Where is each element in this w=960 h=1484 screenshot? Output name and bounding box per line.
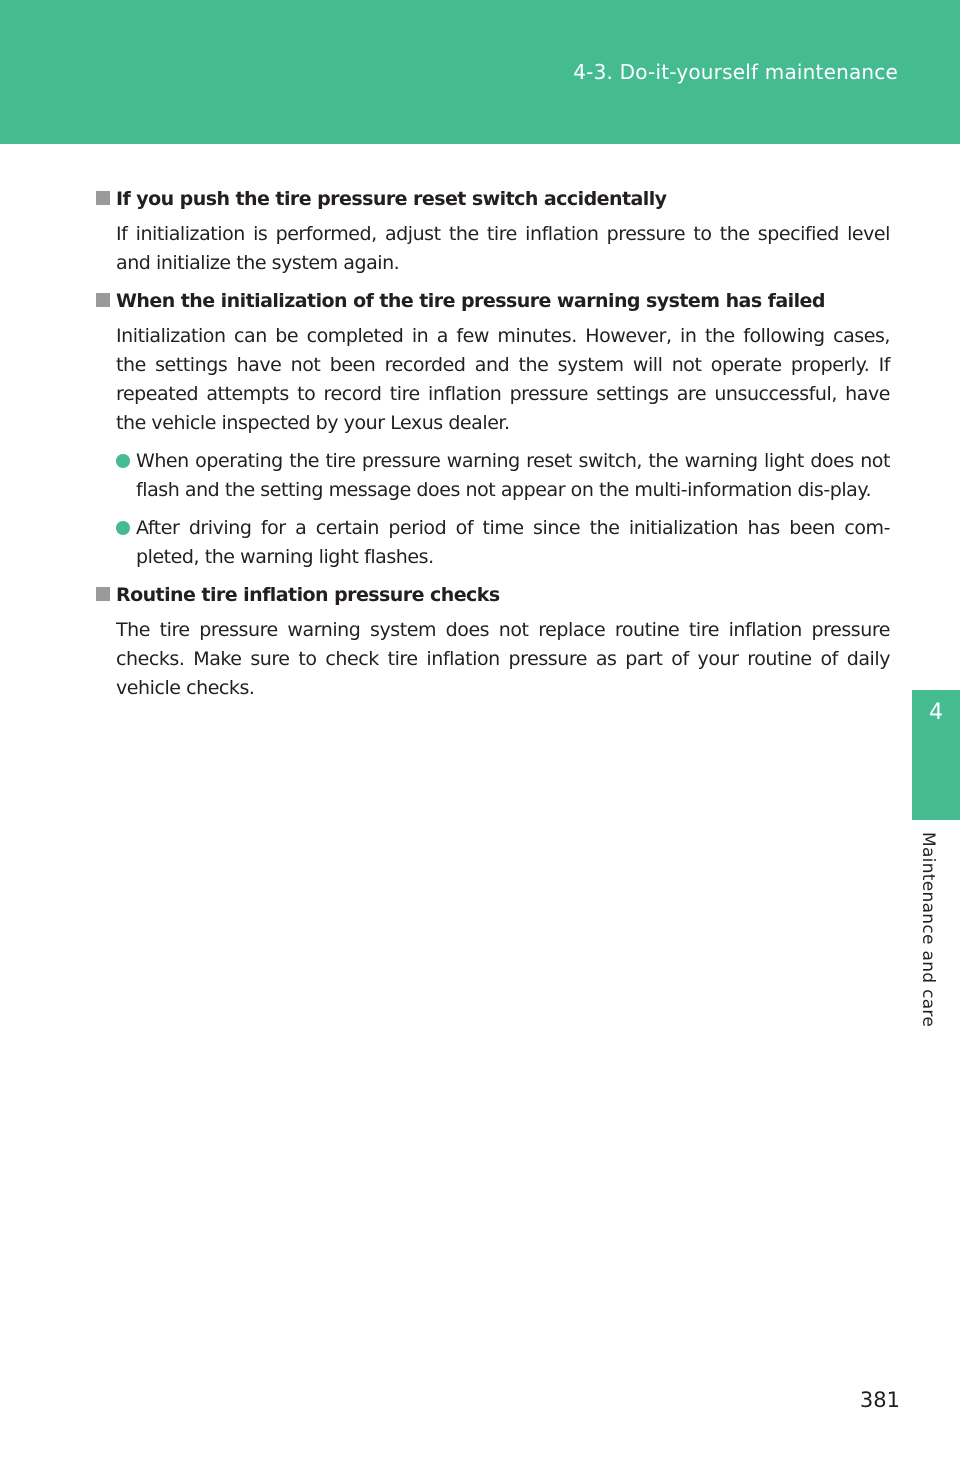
square-bullet-icon bbox=[96, 191, 110, 205]
list-item bbox=[116, 447, 890, 505]
page-number: 381 bbox=[859, 1388, 900, 1412]
list-item-text: After driving for a certain period of time since the initialization has been com-pleted, the warning light flashes. bbox=[136, 517, 890, 568]
section-heading bbox=[96, 185, 890, 214]
square-bullet-icon bbox=[96, 587, 110, 601]
section-paragraph: Initialization can be completed in a few minutes. However, in the following cases, the settings have not been recorded and the system will not operate properly. If repeated attempts to record tire inflation pressure settings are unsuccessful, have the vehicle inspected by your Lexus dealer. bbox=[116, 325, 890, 434]
section-paragraph: If initialization is performed, adjust the tire inflation pressure to the specified level and initialize the system again. bbox=[116, 223, 890, 274]
section-paragraph: The tire pressure warning system does not replace routine tire inflation pressure checks. Make sure to check tire inflation pressure as part of your routine of daily vehicle checks. bbox=[116, 619, 890, 699]
list-item-text: When operating the tire pressure warning reset switch, the warning light does not flash and the setting message does not appear on the multi-information dis-play. bbox=[136, 450, 890, 501]
section-heading-text: If you push the tire pressure reset switch accidentally bbox=[116, 188, 667, 210]
section-title: 4-3. Do-it-yourself maintenance bbox=[573, 60, 898, 84]
list-item bbox=[116, 514, 890, 572]
round-bullet-icon bbox=[116, 521, 130, 535]
chapter-tab-number: 4 bbox=[929, 700, 943, 725]
section-heading bbox=[96, 581, 890, 610]
square-bullet-icon bbox=[96, 293, 110, 307]
section-heading-text: Routine tire inflation pressure checks bbox=[116, 584, 500, 606]
page-content bbox=[96, 185, 890, 712]
round-bullet-icon bbox=[116, 454, 130, 468]
section-heading bbox=[96, 287, 890, 316]
chapter-tab-label: Maintenance and care bbox=[918, 832, 938, 1028]
section-heading-text: When the initialization of the tire pressure warning system has failed bbox=[116, 290, 825, 312]
